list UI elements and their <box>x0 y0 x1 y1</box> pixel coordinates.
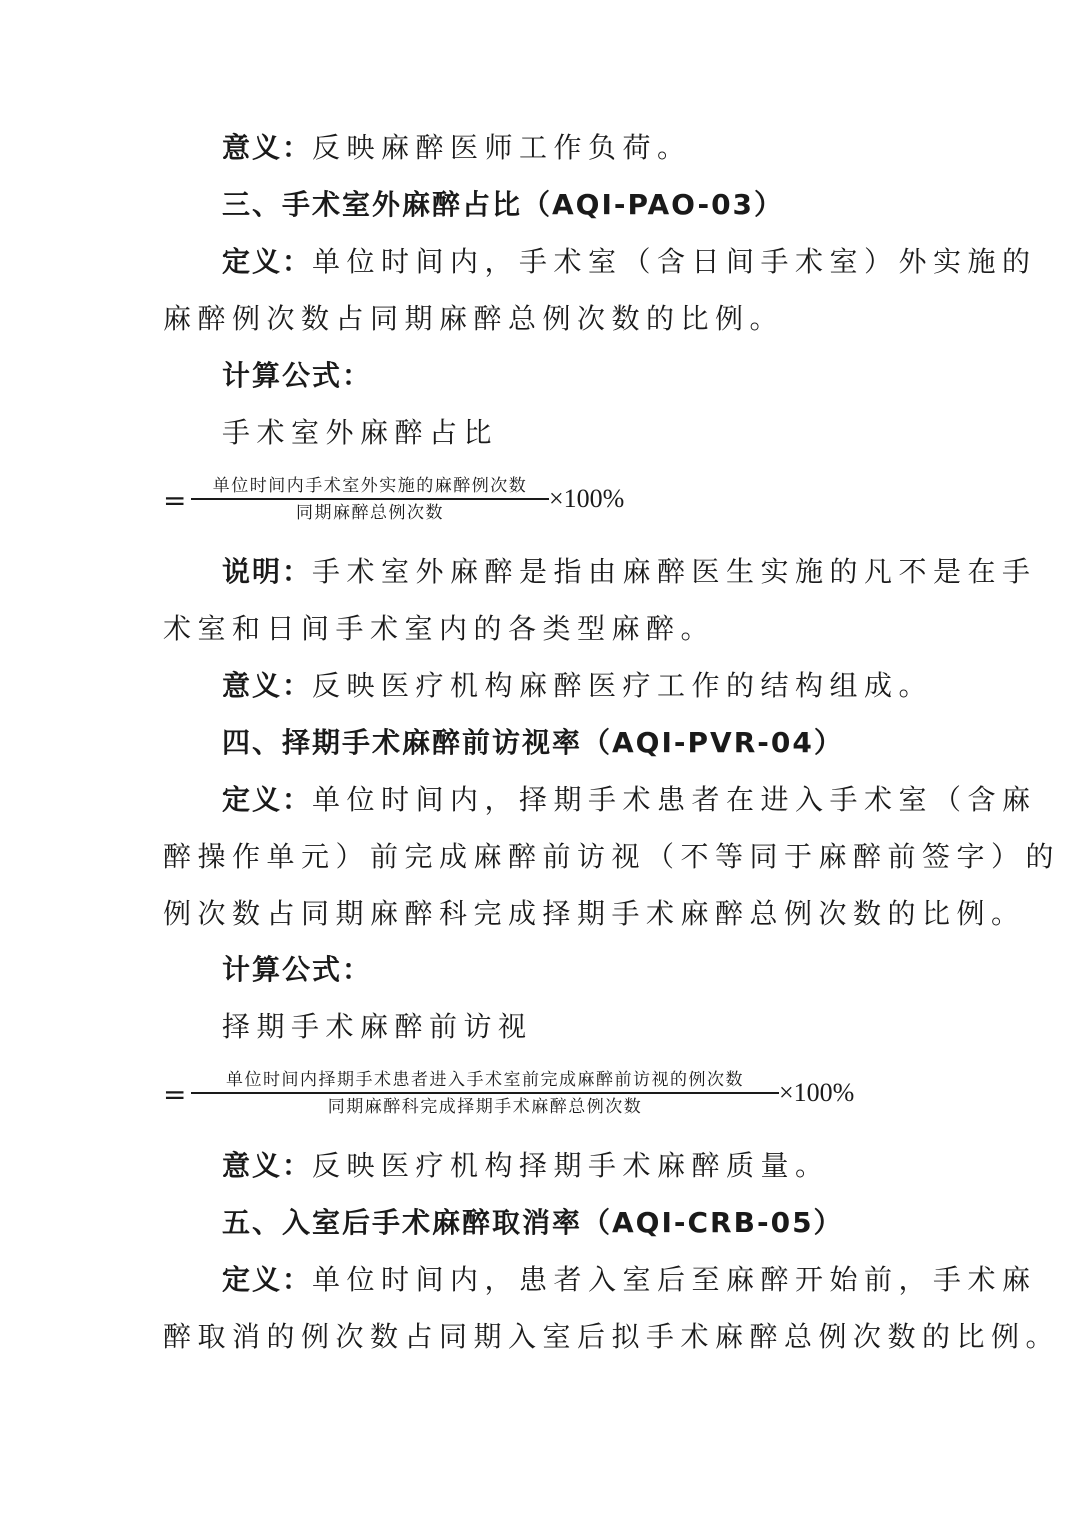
definition-text: 单位时间内，手术室（含日间手术室）外实施的 <box>312 245 1037 278</box>
note-text: 手术室外麻醉是指由麻醉医生实施的凡不是在手 <box>312 555 1037 588</box>
definition-text: 单位时间内，择期手术患者在进入手术室（含麻 <box>312 783 1037 816</box>
meaning-line-3 <box>222 666 933 706</box>
fraction-4 <box>191 1068 779 1120</box>
multiplier: ×100% <box>549 484 625 513</box>
equals-sign: = <box>163 1078 187 1111</box>
definition-label: 定义： <box>222 245 313 278</box>
meaning-label: 意义： <box>222 669 313 702</box>
equals-sign: = <box>163 484 187 517</box>
definition-label: 定义： <box>222 783 313 816</box>
meaning-text: 反映医疗机构麻醉医疗工作的结构组成。 <box>312 669 934 702</box>
definition-line-5b: 醉取消的例次数占同期入室后拟手术麻醉总例次数的比例。 <box>163 1320 1061 1353</box>
section-heading-5: 五、入室后手术麻醉取消率（AQI-CRB-05） <box>222 1206 844 1239</box>
note-label: 说明： <box>222 555 313 588</box>
definition-line-3a <box>222 242 1037 282</box>
fraction-denominator: 同期麻醉科完成择期手术麻醉总例次数 <box>327 1097 643 1117</box>
meaning-text: 反映医疗机构择期手术麻醉质量。 <box>312 1149 830 1182</box>
definition-line-4a <box>222 780 1037 820</box>
multiplier: ×100% <box>779 1078 855 1107</box>
fraction-numerator: 单位时间内手术室外实施的麻醉例次数 <box>212 476 528 496</box>
formula-label-3: 计算公式： <box>222 359 373 392</box>
fraction-denominator: 同期麻醉总例次数 <box>296 503 444 523</box>
definition-line-3b: 麻醉例次数占同期麻醉总例次数的比例。 <box>163 302 785 335</box>
note-line-3a <box>222 552 1037 592</box>
definition-line-5a <box>222 1260 1037 1300</box>
note-line-3b: 术室和日间手术室内的各类型麻醉。 <box>163 612 716 645</box>
formula-name-3: 手术室外麻醉占比 <box>222 416 499 449</box>
meaning-line-4 <box>222 1146 830 1186</box>
formula-name-4: 择期手术麻醉前访视 <box>222 1010 533 1043</box>
section-heading-3: 三、手术室外麻醉占比（AQI-PAO-03） <box>222 188 785 221</box>
definition-text: 单位时间内，患者入室后至麻醉开始前，手术麻 <box>312 1263 1037 1296</box>
definition-label: 定义： <box>222 1263 313 1296</box>
fraction-numerator: 单位时间内择期手术患者进入手术室前完成麻醉前访视的例次数 <box>226 1070 744 1090</box>
formula-label-4: 计算公式： <box>222 953 373 986</box>
meaning-line-2 <box>222 128 692 168</box>
meaning-label: 意义： <box>222 1149 313 1182</box>
meaning-label: 意义： <box>222 131 313 164</box>
meaning-text: 反映麻醉医师工作负荷。 <box>312 131 692 164</box>
fraction-3 <box>191 474 549 526</box>
section-heading-4: 四、择期手术麻醉前访视率（AQI-PVR-04） <box>222 726 844 759</box>
definition-line-4b: 醉操作单元）前完成麻醉前访视（不等同于麻醉前签字）的 <box>163 840 1061 873</box>
definition-line-4c: 例次数占同期麻醉科完成择期手术麻醉总例次数的比例。 <box>163 897 1026 930</box>
